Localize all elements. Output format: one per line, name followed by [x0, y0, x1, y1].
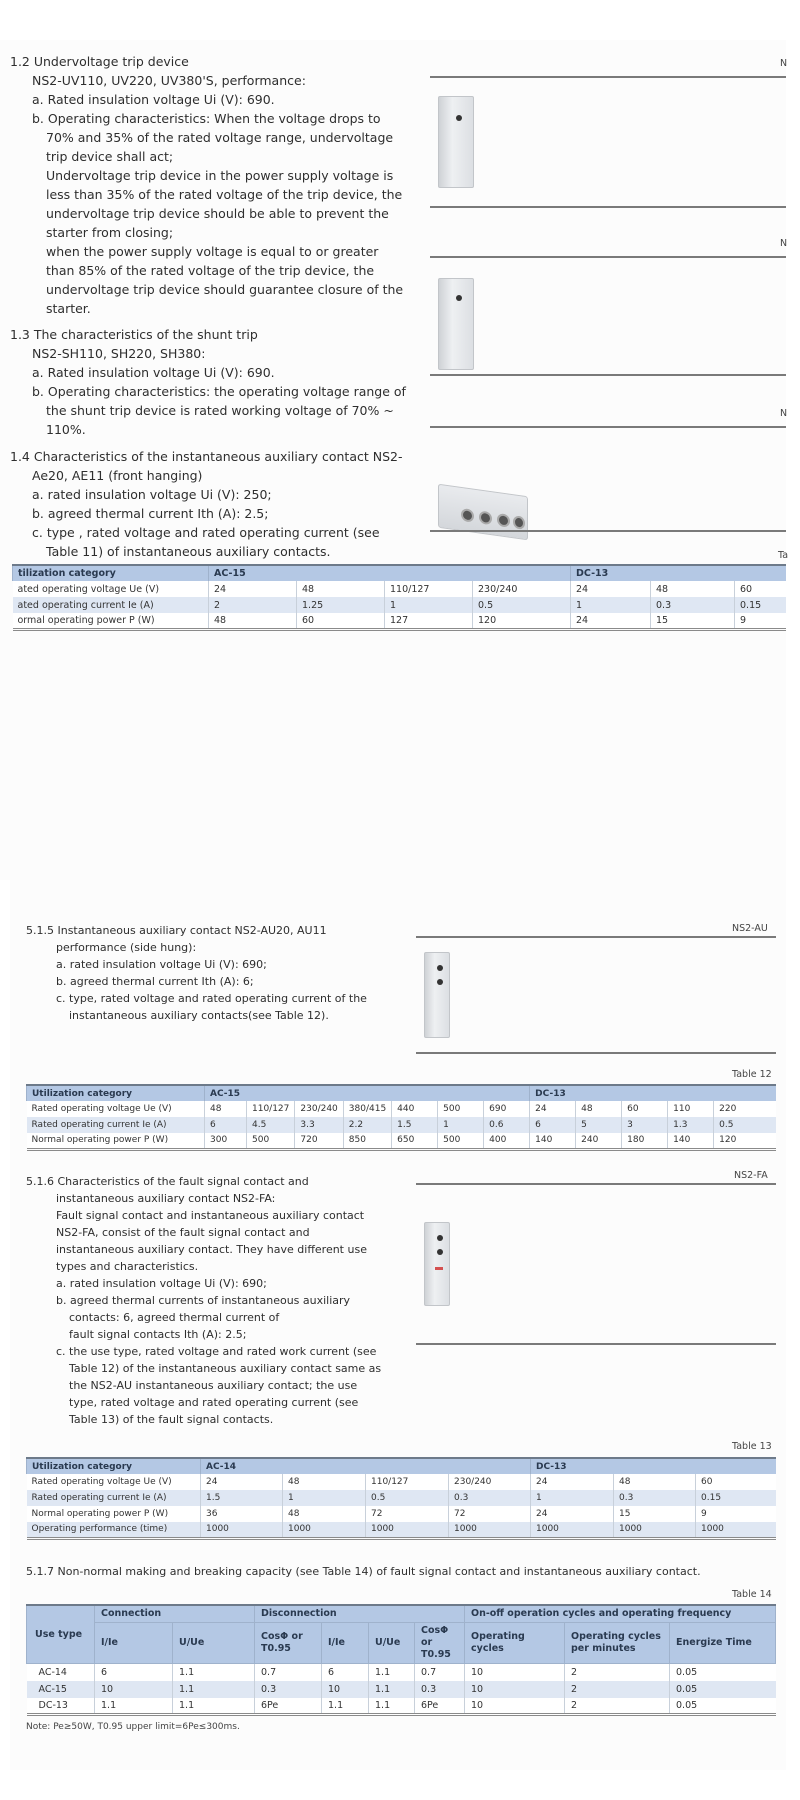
- cell: 0.05: [670, 1681, 776, 1698]
- table-row: [27, 1133, 777, 1149]
- row-label: Rated operating current Ie (A): [27, 1490, 201, 1506]
- cell: 127: [385, 613, 473, 629]
- cell: 6: [95, 1664, 173, 1681]
- divider: [430, 256, 786, 258]
- cell: 48: [651, 581, 735, 597]
- cell: 60: [696, 1474, 777, 1490]
- header-cell: AC-14: [201, 1458, 531, 1474]
- cell: 440: [392, 1101, 438, 1117]
- row-label: ated operating voltage Ue (V): [13, 581, 209, 597]
- product-tag-ns2-au: NS2-AU: [732, 923, 768, 934]
- section-1-2-line: than 85% of the rated voltage of the trip device, the: [46, 263, 375, 278]
- cell: 0.5: [473, 597, 571, 613]
- table-row: [13, 613, 787, 629]
- cell: 48: [283, 1474, 366, 1490]
- table-14: [26, 1604, 776, 1716]
- cell: 1000: [201, 1522, 283, 1538]
- section-5-1-6-line: Fault signal contact and instantaneous auxiliary contact: [56, 1209, 365, 1222]
- cell: 0.6: [484, 1117, 530, 1133]
- row-label: ated operating current Ie (A): [13, 597, 209, 613]
- cell: 380/415: [343, 1101, 391, 1117]
- divider: [416, 1052, 776, 1054]
- row-label: Operating performance (time): [27, 1522, 201, 1538]
- header-cell: Connection: [95, 1605, 255, 1623]
- section-1-4-line: c. type , rated voltage and rated operating current (see: [32, 525, 380, 540]
- product-tag: N: [780, 238, 788, 249]
- section-5-1-6-line: a. rated insulation voltage Ui (V): 690;: [56, 1277, 267, 1290]
- table-row: [27, 1681, 776, 1698]
- table-row: [27, 1664, 776, 1681]
- divider: [430, 426, 786, 428]
- header-cell: DC-13: [571, 565, 787, 581]
- section-1-2-line: a. Rated insulation voltage Ui (V): 690.: [32, 92, 275, 107]
- cell: 0.15: [696, 1490, 777, 1506]
- cell: 1.5: [201, 1490, 283, 1506]
- header-cell: CosΦ or T0.95: [255, 1623, 322, 1664]
- table-11: [12, 564, 786, 631]
- cell: 1.1: [95, 1698, 173, 1715]
- section-5-1-6-line: c. the use type, rated voltage and rated work current (see: [56, 1345, 377, 1358]
- section-5-1-6-line: contacts: 6, agreed thermal current of: [69, 1311, 280, 1324]
- cell: 230/240: [473, 581, 571, 597]
- section-1-2-line: starter.: [46, 301, 91, 316]
- cell: 60: [735, 581, 787, 597]
- section-5-1-5-line: c. type, rated voltage and rated operating current of the: [56, 992, 367, 1005]
- cell: 1.1: [322, 1698, 369, 1715]
- header-cell: U/Ue: [369, 1623, 415, 1664]
- cell: 48: [205, 1101, 247, 1117]
- table-header-row: [13, 565, 787, 581]
- cell: 72: [366, 1506, 449, 1522]
- section-1-2-line: starter from closing;: [46, 225, 174, 240]
- cell: 1: [438, 1117, 484, 1133]
- section-1-2-line: b. Operating characteristics: When the voltage drops to: [32, 111, 381, 126]
- section-5-1-5-title: 5.1.5 Instantaneous auxiliary contact NS2-AU20, AU11: [26, 924, 327, 937]
- cell: 2: [565, 1664, 670, 1681]
- section-1-3-title: 1.3 The characteristics of the shunt trip: [10, 327, 258, 342]
- header-cell: Utilization category: [27, 1458, 201, 1474]
- section-5-1-7-title: 5.1.7 Non-normal making and breaking capacity (see Table 14) of fault signal contact and instantaneous auxiliary contact.: [26, 1565, 701, 1578]
- cell: 24: [209, 581, 297, 597]
- table-row: [27, 1474, 777, 1490]
- section-1-2-line: trip device shall act;: [46, 149, 174, 164]
- section-5-1-6-line: the NS2-AU instantaneous auxiliary contact; the use: [69, 1379, 358, 1392]
- section-1-4-line: b. agreed thermal current Ith (A): 2.5;: [32, 506, 269, 521]
- table-row: [27, 1490, 777, 1506]
- section-1-2-line: less than 35% of the rated voltage of the trip device, the: [46, 187, 403, 202]
- cell: 1000: [531, 1522, 614, 1538]
- cell: 0.5: [714, 1117, 776, 1133]
- cell: 10: [322, 1681, 369, 1698]
- document-page-1: [0, 40, 789, 880]
- cell: 0.15: [735, 597, 787, 613]
- cell: 1: [571, 597, 651, 613]
- cell: 15: [651, 613, 735, 629]
- cell: 230/240: [449, 1474, 531, 1490]
- cell: 0.7: [255, 1664, 322, 1681]
- table-header-row: [27, 1085, 777, 1101]
- section-1-2-line: NS2-UV110, UV220, UV380'S, performance:: [32, 73, 306, 88]
- cell: 850: [343, 1133, 391, 1149]
- cell: 0.3: [614, 1490, 696, 1506]
- cell: 6Pe: [255, 1698, 322, 1715]
- section-5-1-6-line: fault signal contacts Ith (A): 2.5;: [69, 1328, 247, 1341]
- product-tag: N: [780, 408, 788, 419]
- cell: 220: [714, 1101, 776, 1117]
- cell: 1000: [449, 1522, 531, 1538]
- cell: 4.5: [247, 1117, 295, 1133]
- cell: 1.3: [668, 1117, 714, 1133]
- cell: 48: [209, 613, 297, 629]
- cell: 1.1: [369, 1664, 415, 1681]
- cell: 24: [530, 1101, 576, 1117]
- cell: 0.3: [651, 597, 735, 613]
- table-11-caption: Ta: [778, 550, 789, 561]
- cell: 0.05: [670, 1698, 776, 1715]
- table-header-row: [27, 1458, 777, 1474]
- section-5-1-6-line: Table 13) of the fault signal contacts.: [69, 1413, 274, 1426]
- section-1-3-line: a. Rated insulation voltage Ui (V): 690.: [32, 365, 275, 380]
- table-row: [27, 1117, 777, 1133]
- cell: 1: [385, 597, 473, 613]
- cell: 10: [465, 1698, 565, 1715]
- table-row: [27, 1698, 776, 1715]
- section-1-3-line: NS2-SH110, SH220, SH380:: [32, 346, 206, 361]
- section-5-1-6-line: NS2-FA, consist of the fault signal contact and: [56, 1226, 310, 1239]
- table-group-header-row: [27, 1605, 776, 1623]
- cell: 10: [95, 1681, 173, 1698]
- cell: 110: [668, 1101, 714, 1117]
- header-cell: Operating cycles: [465, 1623, 565, 1664]
- divider: [416, 936, 776, 938]
- shunt-trip-device-image: [438, 278, 474, 370]
- cell: 720: [295, 1133, 343, 1149]
- row-label: Rated operating voltage Ue (V): [27, 1101, 205, 1117]
- cell: 0.7: [415, 1664, 465, 1681]
- cell: 110/127: [247, 1101, 295, 1117]
- table-13: [26, 1457, 776, 1540]
- cell: 140: [530, 1133, 576, 1149]
- section-1-2-title: 1.2 Undervoltage trip device: [10, 54, 189, 69]
- cell: 48: [614, 1474, 696, 1490]
- header-cell: On-off operation cycles and operating frequency: [465, 1605, 776, 1623]
- header-cell: AC-15: [205, 1085, 530, 1101]
- cell: 1000: [696, 1522, 777, 1538]
- section-1-2-line: when the power supply voltage is equal to or greater: [46, 244, 379, 259]
- cell: 1000: [283, 1522, 366, 1538]
- cell: 400: [484, 1133, 530, 1149]
- section-5-1-6-line: instantaneous auxiliary contact. They have different use: [56, 1243, 367, 1256]
- cell: 500: [438, 1101, 484, 1117]
- product-tag: N: [780, 58, 788, 69]
- cell: 690: [484, 1101, 530, 1117]
- cell: 15: [614, 1506, 696, 1522]
- cell: 10: [465, 1681, 565, 1698]
- cell: 1.1: [173, 1664, 255, 1681]
- section-5-1-6-line: type, rated voltage and rated operating current (see: [69, 1396, 359, 1409]
- cell: 36: [201, 1506, 283, 1522]
- row-label: Rated operating current Ie (A): [27, 1117, 205, 1133]
- section-5-1-5-line: a. rated insulation voltage Ui (V): 690;: [56, 958, 267, 971]
- cell: 120: [714, 1133, 776, 1149]
- fault-signal-contact-image: [424, 1222, 450, 1306]
- cell: 60: [622, 1101, 668, 1117]
- section-5-1-6-line: instantaneous auxiliary contact NS2-FA:: [56, 1192, 276, 1205]
- cell: 48: [297, 581, 385, 597]
- cell: 72: [449, 1506, 531, 1522]
- section-1-3-line: the shunt trip device is rated working voltage of 70% ~: [46, 403, 394, 418]
- header-cell: AC-15: [209, 565, 571, 581]
- header-cell: I/Ie: [322, 1623, 369, 1664]
- row-label: DC-13: [27, 1698, 95, 1715]
- cell: 1.1: [173, 1681, 255, 1698]
- cell: 240: [576, 1133, 622, 1149]
- cell: 5: [576, 1117, 622, 1133]
- cell: 1: [531, 1490, 614, 1506]
- header-cell: U/Ue: [173, 1623, 255, 1664]
- cell: 9: [696, 1506, 777, 1522]
- header-cell: Disconnection: [255, 1605, 465, 1623]
- cell: 1.1: [369, 1698, 415, 1715]
- cell: 110/127: [366, 1474, 449, 1490]
- row-label: ormal operating power P (W): [13, 613, 209, 629]
- cell: 6: [530, 1117, 576, 1133]
- divider: [416, 1343, 776, 1345]
- table-row: [13, 581, 787, 597]
- cell: 24: [571, 581, 651, 597]
- table-12-caption: Table 12: [732, 1069, 772, 1080]
- table-row: [13, 597, 787, 613]
- cell: 1000: [366, 1522, 449, 1538]
- cell: 2: [209, 597, 297, 613]
- cell: 24: [531, 1506, 614, 1522]
- cell: 3.3: [295, 1117, 343, 1133]
- cell: 0.5: [366, 1490, 449, 1506]
- cell: 24: [531, 1474, 614, 1490]
- cell: 0.05: [670, 1664, 776, 1681]
- cell: 6Pe: [415, 1698, 465, 1715]
- section-1-4-title: 1.4 Characteristics of the instantaneous auxiliary contact NS2-: [10, 449, 403, 464]
- header-cell: Operating cycles per minutes: [565, 1623, 670, 1664]
- cell: 6: [322, 1664, 369, 1681]
- table-12: [26, 1084, 776, 1151]
- section-5-1-5-line: b. agreed thermal current Ith (A): 6;: [56, 975, 254, 988]
- section-1-3-line: b. Operating characteristics: the operating voltage range of: [32, 384, 406, 399]
- section-1-4-line: a. rated insulation voltage Ui (V): 250;: [32, 487, 272, 502]
- cell: 1.1: [369, 1681, 415, 1698]
- cell: 300: [205, 1133, 247, 1149]
- header-cell: I/Ie: [95, 1623, 173, 1664]
- cell: 48: [283, 1506, 366, 1522]
- cell: 6: [205, 1117, 247, 1133]
- row-label: AC-14: [27, 1664, 95, 1681]
- row-label: Rated operating voltage Ue (V): [27, 1474, 201, 1490]
- cell: 2: [565, 1698, 670, 1715]
- header-cell: tilization category: [13, 565, 209, 581]
- cell: 24: [201, 1474, 283, 1490]
- document-page-2: [10, 880, 786, 1770]
- cell: 500: [438, 1133, 484, 1149]
- table-14-note: Note: Pe≥50W, T0.95 upper limit=6Pe≤300ms.: [26, 1722, 240, 1732]
- header-cell: DC-13: [531, 1458, 777, 1474]
- cell: 500: [247, 1133, 295, 1149]
- divider: [430, 76, 786, 78]
- cell: 1.1: [173, 1698, 255, 1715]
- cell: 1000: [614, 1522, 696, 1538]
- undervoltage-trip-device-image: [438, 96, 474, 188]
- divider: [430, 206, 786, 208]
- header-cell: Utilization category: [27, 1085, 205, 1101]
- cell: 2.2: [343, 1117, 391, 1133]
- section-1-4-line: Ae20, AE11 (front hanging): [32, 468, 203, 483]
- cell: 650: [392, 1133, 438, 1149]
- divider: [430, 374, 786, 376]
- section-5-1-6-line: Table 12) of the instantaneous auxiliary contact same as: [69, 1362, 382, 1375]
- section-5-1-6-title: 5.1.6 Characteristics of the fault signal contact and: [26, 1175, 309, 1188]
- cell: 230/240: [295, 1101, 343, 1117]
- cell: 60: [297, 613, 385, 629]
- header-cell: CosΦ or T0.95: [415, 1623, 465, 1664]
- header-cell: Energize Time: [670, 1623, 776, 1664]
- cell: 1.5: [392, 1117, 438, 1133]
- section-5-1-6-line: types and characteristics.: [56, 1260, 199, 1273]
- cell: 120: [473, 613, 571, 629]
- section-1-2-line: undervoltage trip device should guarantee closure of the: [46, 282, 404, 297]
- table-row: [27, 1506, 777, 1522]
- cell: 9: [735, 613, 787, 629]
- section-1-2-line: Undervoltage trip device in the power supply voltage is: [46, 168, 394, 183]
- cell: 0.3: [415, 1681, 465, 1698]
- section-5-1-5-line: performance (side hung):: [56, 941, 197, 954]
- table-row: [27, 1522, 777, 1538]
- table-13-caption: Table 13: [732, 1441, 772, 1452]
- cell: 2: [565, 1681, 670, 1698]
- row-label: AC-15: [27, 1681, 95, 1698]
- cell: 1: [283, 1490, 366, 1506]
- product-tag-ns2-fa: NS2-FA: [734, 1170, 768, 1181]
- section-5-1-5-line: instantaneous auxiliary contacts(see Table 12).: [69, 1009, 329, 1022]
- section-1-2-line: 70% and 35% of the rated voltage range, undervoltage: [46, 130, 394, 145]
- cell: 140: [668, 1133, 714, 1149]
- section-1-2-line: undervoltage trip device should be able to prevent the: [46, 206, 389, 221]
- cell: 10: [465, 1664, 565, 1681]
- cell: 3: [622, 1117, 668, 1133]
- cell: 0.3: [449, 1490, 531, 1506]
- header-cell: Use type: [27, 1605, 95, 1664]
- table-sub-header-row: [27, 1623, 776, 1664]
- table-row: [27, 1101, 777, 1117]
- cell: 1.25: [297, 597, 385, 613]
- header-cell: DC-13: [530, 1085, 776, 1101]
- cell: 24: [571, 613, 651, 629]
- table-14-caption: Table 14: [732, 1589, 772, 1600]
- row-label: Normal operating power P (W): [27, 1133, 205, 1149]
- cell: 110/127: [385, 581, 473, 597]
- section-1-4-line: Table 11) of instantaneous auxiliary contacts.: [46, 544, 331, 559]
- section-5-1-6-line: b. agreed thermal currents of instantaneous auxiliary: [56, 1294, 351, 1307]
- cell: 180: [622, 1133, 668, 1149]
- row-label: Normal operating power P (W): [27, 1506, 201, 1522]
- section-1-3-line: 110%.: [46, 422, 86, 437]
- red-indicator: [435, 1267, 443, 1270]
- side-auxiliary-contact-image: [424, 952, 450, 1038]
- cell: 0.3: [255, 1681, 322, 1698]
- divider: [416, 1183, 776, 1185]
- cell: 48: [576, 1101, 622, 1117]
- divider: [430, 530, 786, 532]
